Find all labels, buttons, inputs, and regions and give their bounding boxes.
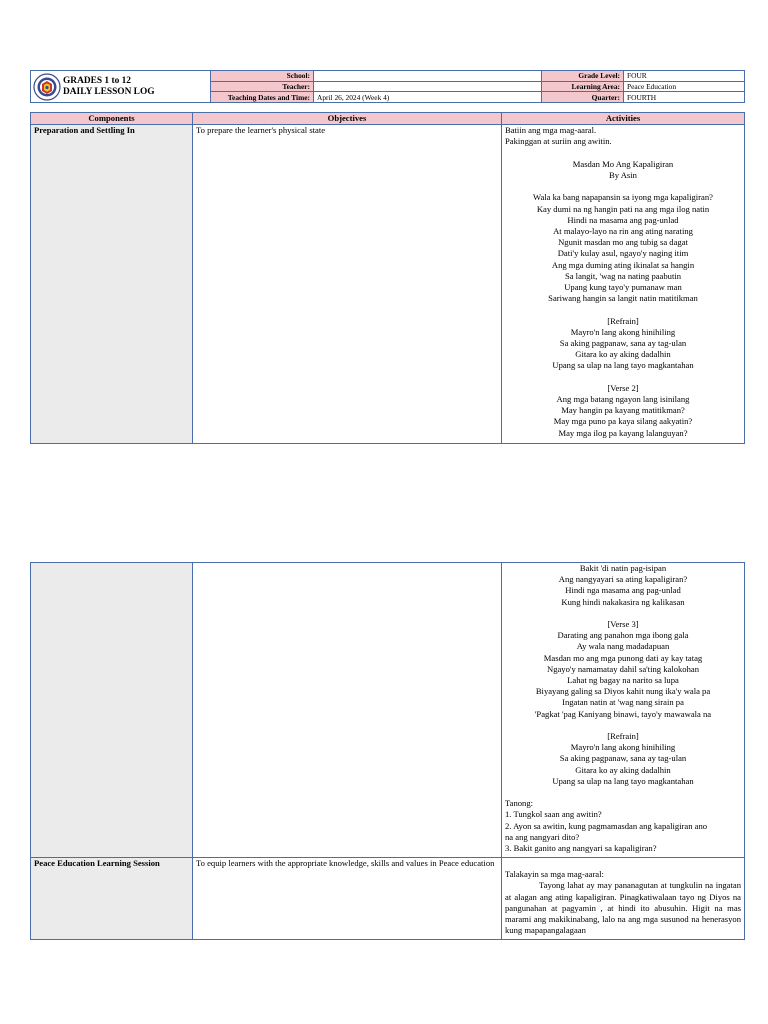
teaching-dates-value: April 26, 2024 (Week 4) — [314, 92, 542, 103]
col-header-activities: Activities — [502, 113, 745, 125]
activity-line — [505, 787, 741, 798]
discussion-intro: Talakayin sa mga mag-aaral: — [505, 869, 604, 880]
activity-line: Upang kung tayo'y pumanaw man — [564, 282, 682, 293]
learning-area-label: Learning Area: — [542, 81, 624, 92]
activity-line: Tanong: — [505, 798, 534, 809]
activity-line: Sa langit, 'wag na nating paabutin — [564, 270, 682, 281]
activity-line: Darating ang panahon mga ibong gala — [557, 630, 689, 641]
activity-line: Ang nangyayari sa ating kapaligiran? — [558, 574, 688, 585]
activity-line: Mayro'n lang akong hinihiling — [570, 326, 676, 337]
activity-line — [505, 148, 741, 159]
activity-line: [Verse 3] — [607, 619, 639, 629]
activity-line: Ngunit masdan mo ang tubig sa dagat — [558, 237, 688, 248]
activity-line: Ingatan natin at 'wag nang sirain pa — [562, 697, 684, 708]
grade-level-value: FOUR — [624, 71, 745, 82]
school-value — [314, 71, 542, 82]
activity-line: Hindi nga masama ang pag-unlad — [565, 585, 681, 596]
title-line-1: GRADES 1 to 12 — [63, 76, 131, 86]
activity-line: Upang sa ulap na lang tayo magkantahan — [552, 360, 694, 371]
activity-line: Ay wala nang madadapuan — [576, 641, 670, 652]
activity-line: [Verse 2] — [607, 382, 639, 393]
activity-line: Bakit 'di natin pag-isipan — [579, 563, 667, 573]
activity-line: Sa aking pagpanaw, sana ay tag-ulan — [559, 753, 687, 764]
activity-line: na ang nangyari dito? — [505, 831, 580, 842]
activity-line — [505, 181, 741, 192]
discussion-paragraph: Tayong lahat ay may pananagutan at tungkulin na ingatan at alagan ang ating kapaligiran. Pinagkatiwalaan tayo ng Diyos na pangunahan at pagyamin , at hindi ito abusuhin. Higit na mas marami ang makikinabang, lalo na ang mga susunod na henerasyon kung mapapangalagaan — [505, 880, 741, 936]
activity-line: Wala ka bang napapansin sa iyong mga kapaligiran? — [533, 192, 713, 203]
activity-line: Mayro'n lang akong hinihiling — [570, 742, 676, 753]
objective-learning-session: To equip learners with the appropriate knowledge, skills and values in Peace education — [193, 858, 502, 940]
activity-line: Kung hindi nakakasira ng kalikasan — [561, 596, 685, 607]
teacher-label: Teacher: — [211, 81, 314, 92]
activity-line: May mga ilog pa kayang lalanguyan? — [558, 427, 688, 438]
school-label: School: — [211, 71, 314, 82]
activity-line: Dati'y kulay asul, ngayo'y naging itim — [557, 248, 689, 259]
activity-line — [505, 372, 741, 383]
activity-line: Masdan mo ang mga punong dati ay kay tatag — [543, 652, 703, 663]
activity-line: Ang mga duming ating ikinalat sa hangin — [551, 259, 695, 270]
activity-line: Ngayo'y namamatay dahil sa'ting kalokohan — [546, 663, 699, 674]
component-preparation: Preparation and Settling In — [31, 125, 193, 444]
lesson-table-page2 — [30, 562, 745, 940]
activity-line: Masdan Mo Ang Kapaligiran — [572, 158, 674, 169]
lesson-table-page1 — [30, 112, 745, 444]
col-header-objectives: Objectives — [193, 113, 502, 125]
activity-line: May mga puno pa kaya silang aakyatin? — [553, 416, 693, 427]
activity-line: Sa aking pagpanaw, sana ay tag-ulan — [559, 338, 687, 349]
activity-line: Hindi na masama ang pag-unlad — [567, 214, 679, 225]
activity-line: Kay dumi na ng hangin pati na ang mga ilog natin — [536, 203, 710, 214]
activity-line — [505, 608, 741, 619]
objective-preparation: To prepare the learner's physical state — [193, 125, 502, 444]
learning-area-value: Peace Education — [624, 81, 745, 92]
quarter-label: Quarter: — [542, 92, 624, 103]
activity-line: By Asin — [609, 170, 637, 180]
header-table — [30, 70, 745, 103]
activity-lines — [505, 563, 741, 854]
activity-line: At malayo-layo na rin ang ating narating — [553, 226, 693, 236]
activity-line: May hangin pa kayang matitikman? — [561, 405, 685, 416]
activity-line — [505, 720, 741, 731]
activity-line: [Refrain] — [607, 731, 639, 742]
objective-continued — [193, 563, 502, 858]
activity-line: Lahat ng bagay na narito sa lupa — [567, 675, 679, 686]
activity-line: Upang sa ulap na lang tayo magkantahan — [552, 775, 694, 786]
activity-line: Batiin ang mga mag-aaral. — [505, 125, 597, 136]
activities-learning-session — [502, 858, 745, 940]
activity-line: Biyayang galing sa Diyos kahit nung ika'y wala pa — [535, 686, 711, 697]
quarter-value: FOURTH — [624, 92, 745, 103]
grade-level-label: Grade Level: — [542, 71, 624, 82]
component-continued — [31, 563, 193, 858]
component-learning-session: Peace Education Learning Session — [31, 858, 193, 940]
activity-line: [Refrain] — [607, 315, 639, 326]
activity-line: 'Pagkat 'pag Kaniyang binawi, tayo'y mawawala na — [534, 708, 712, 719]
activity-line: 1. Tungkol saan ang awitin? — [505, 809, 602, 820]
logo-cell — [31, 71, 211, 103]
activity-line: Gitara ko ay aking dadalhin — [575, 349, 671, 360]
activity-line: 2. Ayon sa awitin, kung pagmamasdan ang kapaligiran ano — [505, 820, 708, 831]
col-header-components: Components — [31, 113, 193, 125]
title-line-2: DAILY LESSON LOG — [63, 86, 155, 97]
activity-line: Gitara ko ay aking dadalhin — [575, 764, 671, 775]
deped-seal-icon — [33, 73, 61, 101]
teaching-dates-label: Teaching Dates and Time: — [211, 92, 314, 103]
activity-line: Ang mga batang ngayon lang isinilang — [556, 394, 690, 405]
activities-continued — [502, 563, 745, 858]
activity-lines — [505, 125, 741, 439]
activities-preparation — [502, 125, 745, 444]
blank-line — [505, 858, 741, 869]
activity-line: 3. Bakit ganito ang nangyari sa kapaligiran? — [505, 843, 657, 854]
activity-line — [505, 304, 741, 315]
activity-line: Sariwang hangin sa langit natin matitikman — [548, 293, 698, 304]
activity-line: Pakinggan at suriin ang awitin. — [505, 136, 612, 147]
teacher-value — [314, 81, 542, 92]
